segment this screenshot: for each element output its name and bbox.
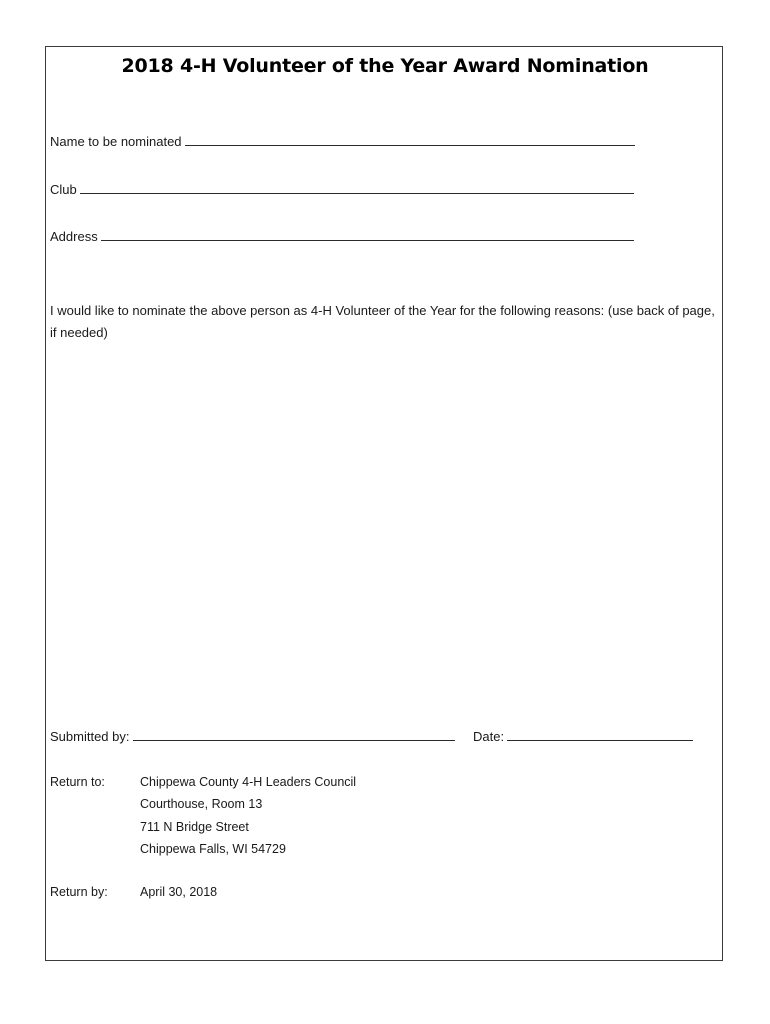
return-by-date: April 30, 2018 (140, 885, 218, 899)
club-row (50, 181, 634, 198)
return-to-line: Chippewa Falls, WI 54729 (140, 842, 286, 856)
submitted-field[interactable] (133, 728, 455, 741)
name-field[interactable] (185, 133, 635, 146)
return-to-line: 711 N Bridge Street (140, 820, 249, 834)
name-label: Name to be nominated (50, 134, 182, 149)
club-field[interactable] (80, 181, 634, 194)
submitted-label: Submitted by: (50, 729, 130, 744)
form-title: 2018 4-H Volunteer of the Year Award Nomination (121, 55, 649, 77)
return-by-label: Return by: (50, 885, 108, 899)
date-field[interactable] (507, 728, 693, 741)
reason-instructions: I would like to nominate the above person as 4-H Volunteer of the Year for the following reasons: (use back of page, if needed) (50, 303, 715, 340)
address-row (50, 228, 634, 245)
address-label: Address (50, 229, 98, 244)
date-label: Date: (473, 729, 505, 744)
return-to-line: Courthouse, Room 13 (140, 797, 263, 811)
submitted-row (50, 728, 455, 745)
name-row (50, 133, 635, 150)
return-to-line: Chippewa County 4-H Leaders Council (140, 775, 357, 789)
date-row (473, 728, 693, 745)
club-label: Club (50, 182, 77, 197)
return-to-label: Return to: (50, 775, 105, 789)
address-field[interactable] (101, 228, 634, 241)
